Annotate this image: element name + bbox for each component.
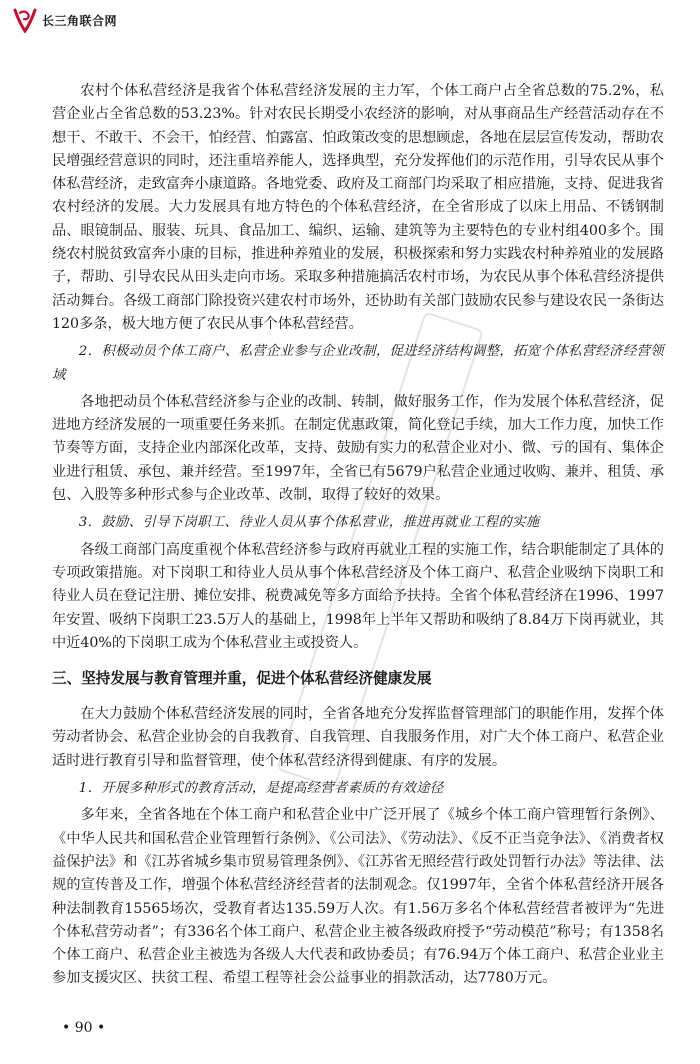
paragraph-reemployment: 各级工商部门高度重视个体私营经济参与政府再就业工程的实施工作，结合职能制定了具体的专项政策措施。对下岗职工和待业人员从事个体私营经济及个体工商户、私营企业吸纳下岗职工和待业人员在登记注册、摊位安排、税费减免等多方面给予扶持。全省个体私营经济在1996、1997年安置、吸纳下岗职工23.5万人的基础上，1998年上半年又帮助和吸纳了8.84万下岗再就业，其中近40%的下岗职工成为个体私营业主或投资人。 [52,541,664,651]
page-header [12,6,117,34]
paragraph-enterprise-reform: 各地把动员个体私营经济参与企业的改制、转制，做好服务工作，作为发展个体私营经济，促进地方经济发展的一项重要任务来抓。在制定优惠政策，简化登记手续，加大工作力度，加快工作节奏等方面，支持企业内部深化改革，支持、鼓励有实力的私营企业对小、微、亏的国有、集体企业进行租赁、承包、兼并经营。至1997年，全省已有5679户私营企业通过收购、兼并、租赁、承包、入股等多种形式参与企业改革、改制，取得了较好的效果。 [52,393,664,504]
v-swirl-logo-icon [12,7,38,33]
subheading-reemployment: 3．鼓励、引导下岗职工、待业人员从事个体私营业，推进再就业工程的实施 [78,515,540,531]
subheading-education: 1．开展多种形式的教育活动，是提高经营者素质的有效途径 [78,781,444,797]
paragraph-supervision: 在大力鼓励个体私营经济发展的同时，全省各地充分发挥监督管理部门的职能作用，发挥个体劳动者协会、私营企业协会的自我教育、自我管理、自我服务作用，对广大个体工商户、私营企业适时进行教育引导和监督管理，使个体私营经济得到健康、有序的发展。 [52,706,664,769]
document-body [52,80,664,991]
paragraph-education: 多年来，全省各地在个体工商户和私营企业中广泛开展了《城乡个体工商户管理暂行条例》、《中华人民共和国私营企业管理暂行条例》、《公司法》、《劳动法》、《反不正当竞争法》、《消费者权益保护法》和《江苏省城乡集市贸易管理条例》、《江苏省无照经营行政处罚暂行办法》等法律、法规的宣传普及工作，增强个体私营经济经营者的法制观念。仅1997年，全省个体私营经济开展各种法制教育15565场次，受教育者达135.59万人次。有1.56万多名个体私营经营者被评为“先进个体私营劳动者”；有336名个体工商户、私营企业主被各级政府授予“劳动模范”称号；有1358名个体工商户、私营企业主被选为各级人大代表和政协委员；有76.94万个体工商户、私营企业业主参加支援灾区、扶贫工程、希望工程等社会公益事业的捐款活动，达7780万元。 [52,807,664,987]
subheading-enterprise-reform: 2．积极动员个体工商户、私营企业参与企业改制，促进经济结构调整，拓宽个体私营经济经营领域 [52,344,664,383]
page-number: • 90 • [62,1020,106,1036]
paragraph-rural-economy: 农村个体私营经济是我省个体私营经济发展的主力军，个体工商户占全省总数的75.2%，私营企业占全省总数的53.23%。针对农民长期受小农经济的影响，对从事商品生产经营活动存在不想干、不敢干、不会干，怕经营、怕露富、怕政策改变的思想顾虑，各地在层层宣传发动，帮助农民增强经营意识的同时，还注重培养能人，选择典型，充分发挥他们的示范作用，引导农民从事个体私营经济，走致富奔小康道路。各地党委、政府及工商部门均采取了相应措施，支持、促进我省农村经济的发展。大力发展具有地方特色的个体私营经济，在全省形成了以床上用品、不锈钢制品、眼镜制品、服装、玩具、食品加工、编织、运输、建筑等为主要特色的专业村组400多个。围绕农村脱贫致富奔小康的目标，推进种养殖业的发展，积极探索和努力实践农村种养殖业的发展路子，帮助、引导农民从田头走向市场。采取多种措施搞活农村市场，为农民从事个体私营经济提供活动舞台。各级工商部门除投资兴建农村市场外，还协助有关部门鼓励农民参与建设农民一条街达120多条，极大地方便了农民从事个体私营经营。 [52,83,664,332]
section-heading-three: 三、坚持发展与教育管理并重，促进个体私营经济健康发展 [52,670,432,688]
brand-name: 长三角联合网 [42,13,118,28]
